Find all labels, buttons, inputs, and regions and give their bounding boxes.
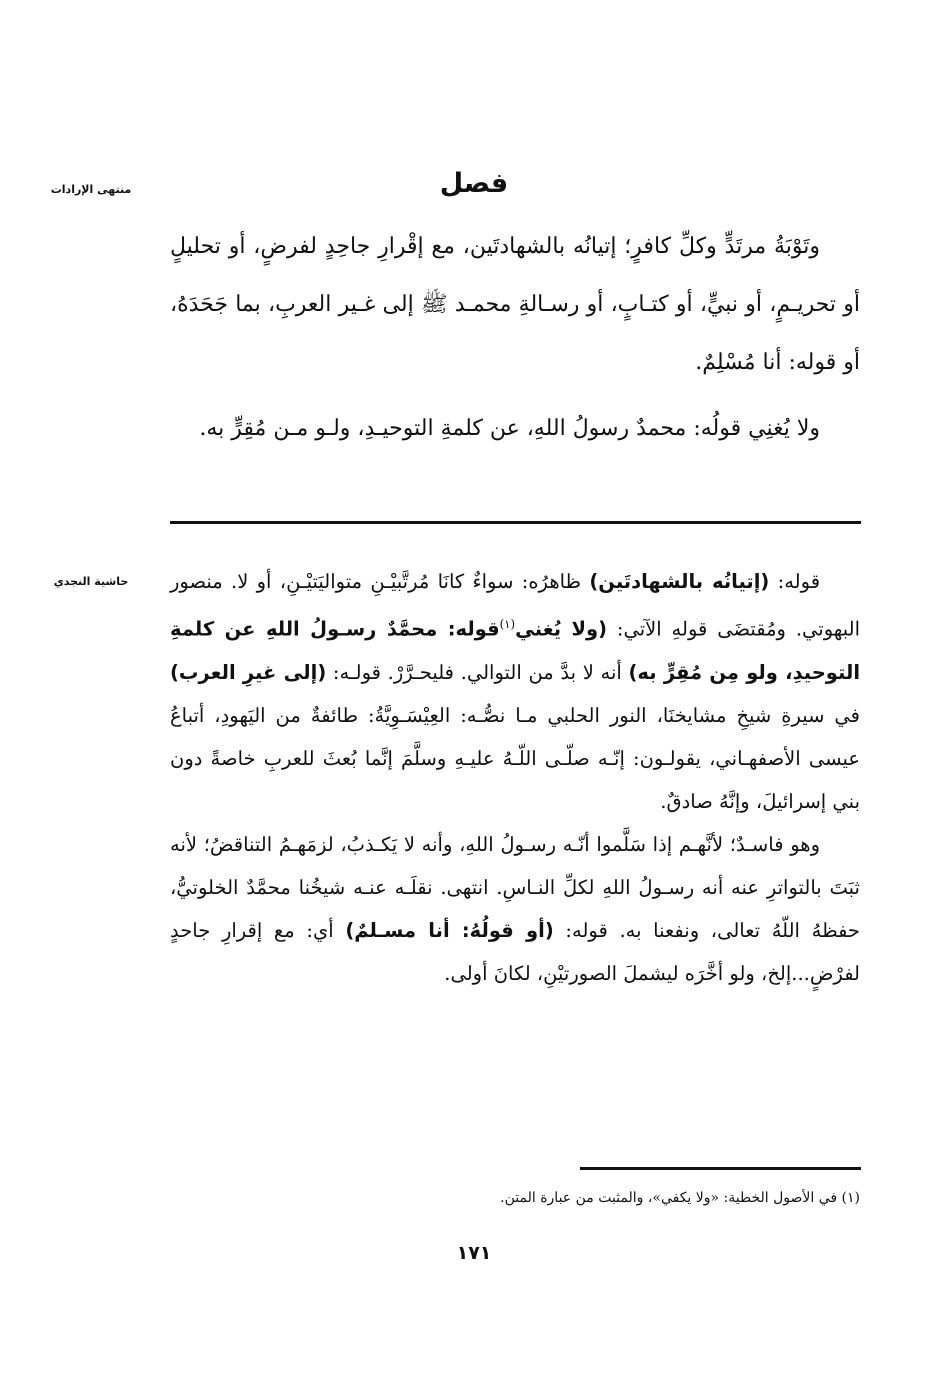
quoted-lemma: (ولا يُغني [515,617,608,641]
commentary-paragraph [170,823,860,995]
quoted-lemma: (إلى غيرِ العرب) [170,660,327,684]
running-head-label: منتهى الإرادات [50,183,132,196]
page-number: ١٧١ [456,1242,492,1264]
footnote-divider [580,1167,861,1170]
commentary-label: حاشية النجدي [53,575,129,588]
main-paragraph: ولا يُغنِي قولُه: محمدٌ رسولُ اللهِ، عن كلمةِ التوحيـدِ، ولـو مـن مُقِرٍّ به. [199,416,820,441]
quoted-lemma: (أو قولُهُ: أنا مسـلمٌ) [345,918,554,942]
text-run: في سيرةِ شيخِ مشايخنَا، النور الحلبي مـا نصُّـه: العِيْسَـوِيَّةُ: طائفةٌ من اليَهودِ، أتباعُ عيسى الأصفهـاني، يقولـون: إنّـه صلّـى اللّـهُ عليـهِ وسلَّمَ إنَّما بُعثَ للعربِ خاصةً دون بني إسرائيلَ، وإنَّهُ صادقٌ. [170,703,860,813]
footnote-marker: (١) [499,617,516,631]
commentary-paragraph [170,560,860,823]
text-run: أي: مع إقرارِ جاحدٍ لفرْضٍ...إلخ، ولو أخَّرَه ليشملَ الصورتيْنِ، لكانَ أولى. [170,918,860,985]
text-run: أنه لا بدَّ من التوالي. فليحـرَّرْ. قولـه: [326,660,629,684]
commentary-text [170,560,860,995]
main-text [170,218,860,458]
main-paragraph: وتَوْبَةُ مرتَدٍّ وكلِّ كافرٍ؛ إتيانُه بالشهادتَين، مع إقْرارِ جاحِدٍ لفرضٍ، أو تحليلٍ أو تحريـمٍ، أو نبيٍّ، أو كتـابٍ، أو رسـالةِ محمـد ﷺ إلى غـير العربِ، بما جَحَدَهُ، أو قوله: أنا مُسْلِمٌ. [170,234,860,375]
text-run: وهو فاسـدٌ؛ لأنَّهـم إذا سَلَّموا أنّـه رسـولُ اللهِ، وأنه لا يَكـذبُ، لزمَهـمُ التناقضُ؛ لأنه ثبَتَ بالتواترِ عنه أنه رسـولُ اللهِ لكلِّ النـاسِ. انتهى. نقلَـه عنـه شيخُنا محمَّدٌ الخلوتيُّ، حفظهُ اللّهُ تعالى، ونفعنا به. قوله: [170,832,860,942]
footnote: (١) في الأصول الخطية: «ولا يكفي»، والمثبت من عبارة المتن. [500,1190,860,1206]
text-run: ظاهرُه: سواءٌ كانَا مُرتَّبيْـنِ متواليَتيْـنِ، أو لا. منصور البهوتي. ومُقتضَى قولهِ الآتي: [170,570,860,641]
text-run: قوله: [769,570,821,593]
section-heading: فصل [439,168,509,199]
quoted-lemma: قوله: محمَّدٌ رسـولُ اللهِ عن كلمةِ التوحيدِ، ولو مِن مُقِرٍّ به) [170,617,860,684]
section-divider [170,521,861,524]
quoted-lemma: (إتيانُه بالشهادتَين) [589,570,770,593]
